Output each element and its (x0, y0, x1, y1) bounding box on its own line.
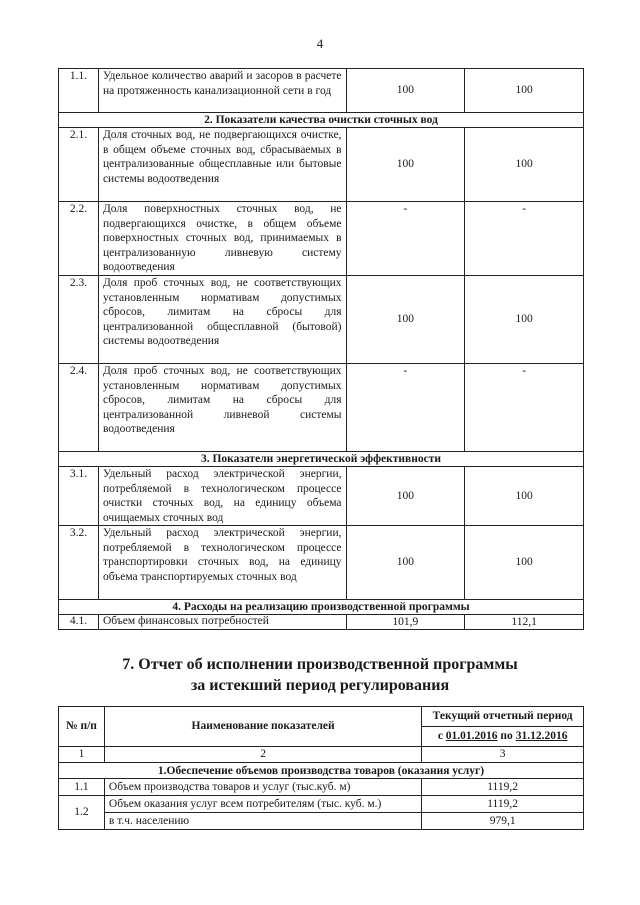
indicator-name: Доля поверхностных сточных вод, не подвергающихся очистке, в общем объеме поверхностных сточных вод, принимаемых в централизованную ливневую систему водоотведения (98, 202, 346, 276)
row-number: 1.2 (59, 796, 105, 830)
section-title: 2. Показатели качества очистки сточных вод (59, 113, 584, 128)
table-row (59, 813, 584, 830)
period-range (422, 727, 584, 747)
column-header-number: № п/п (59, 707, 105, 747)
table-row (59, 276, 584, 364)
row-number: 2.3. (59, 276, 99, 364)
table-row (59, 364, 584, 452)
row-number: 1.1. (59, 69, 99, 113)
indicator-value-fact: 100 (465, 467, 584, 526)
table-row (59, 467, 584, 526)
indicator-value-fact: 100 (465, 276, 584, 364)
period-from-date: 01.01.2016 (445, 730, 498, 743)
table-row (59, 526, 584, 600)
indicator-value-plan: - (346, 202, 465, 276)
indicator-value-plan: 100 (346, 276, 465, 364)
table-row (59, 202, 584, 276)
period-from-label: с (437, 730, 443, 743)
section-7-heading (0, 654, 640, 696)
row-number: 4.1. (59, 615, 99, 630)
indicator-name: Доля проб сточных вод, не соответствующих установленным нормативам допустимых сбросов, лимитам на сбросы для централизованной общесплавной (бытовой) системы водоотведения (98, 276, 346, 364)
section-header-row (59, 452, 584, 467)
column-index: 1 (59, 747, 105, 763)
indicator-value-fact: 112,1 (465, 615, 584, 630)
heading-line-2: за истекший период регулирования (190, 677, 450, 694)
indicator-value: 1119,2 (422, 779, 584, 796)
indicator-value-fact: 100 (465, 69, 584, 113)
section-title: 4. Расходы на реализацию производственной программы (59, 600, 584, 615)
indicator-value-fact: - (465, 364, 584, 452)
section-header-row (59, 600, 584, 615)
index-row (59, 747, 584, 763)
indicator-name: Доля проб сточных вод, не соответствующих установленным нормативам допустимых сбросов, лимитам на сбросы для централизованной ливневой системы водоотведения (98, 364, 346, 452)
table-row (59, 69, 584, 113)
column-header-period: Текущий отчетный период (422, 707, 584, 727)
indicator-name: Доля сточных вод, не подвергающихся очистке, в общем объеме сточных вод, сбрасываемых в централизованные общесплавные или бытовые системы водоотведения (98, 128, 346, 202)
indicator-name: Объем финансовых потребностей (98, 615, 346, 630)
indicators-table (58, 68, 584, 630)
indicator-name: Удельный расход электрической энергии, потребляемой в технологическом процессе очистки сточных вод, на единицу объема очищаемых сточных вод (98, 467, 346, 526)
row-number: 2.1. (59, 128, 99, 202)
row-number: 2.4. (59, 364, 99, 452)
indicator-value-plan: - (346, 364, 465, 452)
row-number: 1.1 (59, 779, 105, 796)
report-table (58, 706, 584, 830)
indicator-value: 1119,2 (422, 796, 584, 813)
indicator-value-plan: 100 (346, 69, 465, 113)
section-header-row (59, 113, 584, 128)
column-header-name: Наименование показателей (104, 707, 421, 747)
section-title: 1.Обеспечение объемов производства товаров (оказания услуг) (59, 763, 584, 779)
table-row (59, 615, 584, 630)
indicator-name: в т.ч. населению (104, 813, 421, 830)
row-number: 2.2. (59, 202, 99, 276)
heading-line-1: 7. Отчет об исполнении производственной программы (122, 656, 518, 673)
header-row (59, 707, 584, 727)
page-number: 4 (316, 36, 324, 51)
indicator-name: Объем производства товаров и услуг (тыс.куб. м) (104, 779, 421, 796)
indicator-value-plan: 101,9 (346, 615, 465, 630)
column-index: 2 (104, 747, 421, 763)
table-row (59, 779, 584, 796)
table-row (59, 796, 584, 813)
section-header-row (59, 763, 584, 779)
indicator-value-plan: 100 (346, 467, 465, 526)
indicator-name: Объем оказания услуг всем потребителям (тыс. куб. м.) (104, 796, 421, 813)
indicator-value-fact: - (465, 202, 584, 276)
indicator-name: Удельный расход электрической энергии, потребляемой в технологическом процессе транспортировки сточных вод, на единицу объема транспортируемых сточных вод (98, 526, 346, 600)
indicator-value-plan: 100 (346, 526, 465, 600)
section-title: 3. Показатели энергетической эффективности (59, 452, 584, 467)
indicator-name: Удельное количество аварий и засоров в расчете на протяженность канализационной сети в год (98, 69, 346, 113)
indicator-value-plan: 100 (346, 128, 465, 202)
table-row (59, 128, 584, 202)
row-number: 3.2. (59, 526, 99, 600)
period-to-date: 31.12.2016 (515, 730, 568, 743)
indicator-value: 979,1 (422, 813, 584, 830)
period-to-label: по (500, 730, 513, 743)
indicator-value-fact: 100 (465, 128, 584, 202)
row-number: 3.1. (59, 467, 99, 526)
indicator-value-fact: 100 (465, 526, 584, 600)
column-index: 3 (422, 747, 584, 763)
